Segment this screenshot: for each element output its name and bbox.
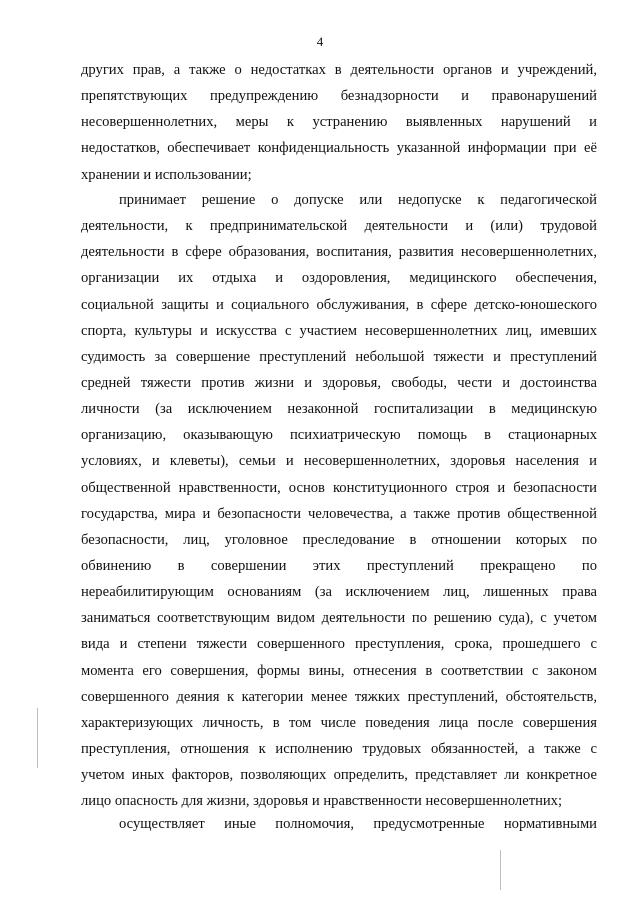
- text-line: принимает решение о допуске или недопуске к педагогической: [119, 192, 597, 208]
- text-line: осуществляет иные полномочия, предусмотренные нормативными: [119, 816, 597, 832]
- text-line: обвинению в совершении этих преступлений прекращено по: [81, 557, 597, 574]
- text-line: деятельности в сфере образования, воспитания, развития несовершеннолетних,: [81, 244, 597, 261]
- text-line: хранении и использовании;: [81, 166, 252, 183]
- scan-artifact-right: [500, 850, 501, 890]
- text-line: недостатков, обеспечивает конфиденциальность указанной информации при её: [81, 140, 597, 157]
- text-line: организацию, оказывающую психиатрическую помощь в стационарных: [81, 427, 597, 444]
- text-line: условиях, и клеветы), семьи и несовершеннолетних, здоровья населения и: [81, 453, 597, 470]
- text-line: лицо опасность для жизни, здоровья и нравственности несовершеннолетних;: [81, 793, 563, 810]
- text-line: государства, мира и безопасности человечества, а также против общественной: [81, 505, 597, 522]
- text-line: заниматься соответствующим видом деятельности по решению суда), с учетом: [81, 610, 597, 627]
- text-line: преступления, отношения к исполнению трудовых обязанностей, а также с: [81, 740, 597, 757]
- text-line: судимость за совершение преступлений небольшой тяжести и преступлений: [81, 348, 597, 365]
- text-line: организации их отдыха и оздоровления, медицинского обеспечения,: [81, 270, 597, 287]
- text-line: безопасности, лиц, уголовное преследование в отношении которых по: [81, 531, 597, 548]
- text-line: учетом иных факторов, позволяющих определить, представляет ли конкретное: [81, 767, 597, 784]
- text-line: вида и степени тяжести совершенного преступления, срока, прошедшего с: [81, 636, 597, 653]
- text-line: характеризующих личность, в том числе поведения лица после совершения: [81, 714, 597, 731]
- text-line: нереабилитирующим основаниям (за исключением лиц, лишенных права: [81, 584, 597, 601]
- text-line: общественной нравственности, основ конституционного строя и безопасности: [81, 479, 597, 496]
- paragraph-2: [81, 187, 597, 814]
- text-line: средней тяжести против жизни и здоровья, свободы, чести и достоинства: [81, 374, 597, 391]
- text-line: спорта, культуры и искусства с участием несовершеннолетних лиц, имевших: [81, 322, 597, 339]
- text-line: препятствующих предупреждению безнадзорности и правонарушений: [81, 88, 597, 105]
- text-line: социальной защиты и социального обслуживания, в сфере детско-юношеского: [81, 296, 597, 313]
- text-line: момента его совершения, формы вины, отнесения в соответствии с законом: [81, 662, 597, 679]
- text-line: других прав, а также о недостатках в деятельности органов и учреждений,: [81, 62, 597, 78]
- page-number: 4: [316, 34, 324, 49]
- text-line: совершенного деяния к категории менее тяжких преступлений, обстоятельств,: [81, 688, 597, 705]
- paragraph-1: [81, 57, 597, 188]
- text-line: несовершеннолетних, меры к устранению выявленных нарушений и: [81, 114, 597, 131]
- text-line: деятельности, к предпринимательской деятельности и (или) трудовой: [81, 218, 597, 235]
- text-line: личности (за исключением незаконной госпитализации в медицинскую: [81, 401, 597, 418]
- scan-artifact-left: [37, 708, 38, 768]
- paragraph-3: [81, 811, 597, 837]
